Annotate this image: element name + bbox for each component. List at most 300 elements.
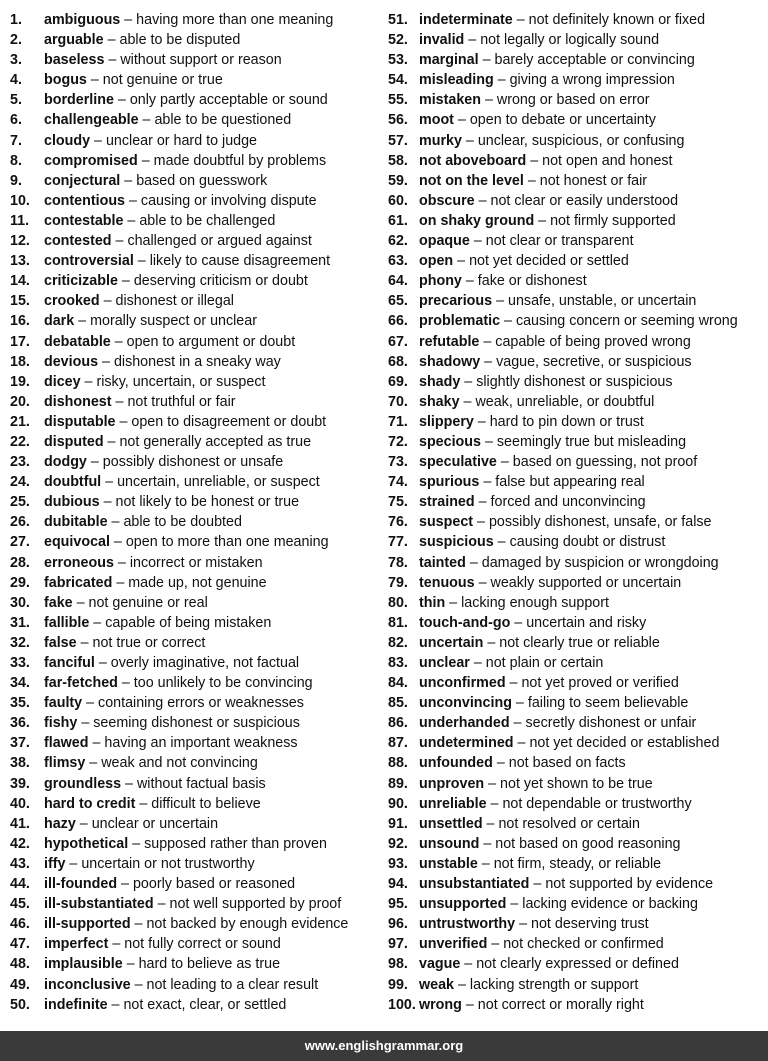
item-word: unfounded <box>419 755 493 772</box>
item-number: 75. <box>388 494 408 511</box>
item-separator: – <box>130 976 147 993</box>
item-definition: not based on facts <box>508 755 626 772</box>
item-separator: – <box>496 454 513 471</box>
list-item <box>10 30 382 50</box>
item-definition: causing concern or seeming wrong <box>515 313 738 330</box>
list-item <box>388 191 764 211</box>
item-word: fishy <box>44 715 78 732</box>
item-definition: overly imaginative, not factual <box>110 655 300 671</box>
item-number: 18. <box>10 353 30 370</box>
item-word: far-fetched <box>44 675 118 692</box>
item-definition: seemingly true but misleading <box>496 433 687 450</box>
item-definition: having more than one meaning <box>136 12 334 28</box>
item-separator: – <box>500 313 516 330</box>
item-separator: – <box>94 655 111 671</box>
item-definition: not truthful or fair <box>127 393 236 410</box>
item-number: 23. <box>10 454 30 471</box>
item-number: 76. <box>388 514 408 531</box>
item-definition: having an important weakness <box>104 735 298 752</box>
list-item <box>388 372 764 392</box>
item-separator: – <box>474 574 491 591</box>
item-separator: – <box>484 775 501 792</box>
item-separator: – <box>110 333 127 350</box>
item-definition: hard to believe as true <box>138 956 281 973</box>
item-word: thin <box>419 594 446 611</box>
item-definition: difficult to believe <box>151 795 261 812</box>
item-separator: – <box>477 855 494 872</box>
list-item <box>388 553 764 573</box>
item-definition: not true or correct <box>92 634 206 651</box>
list-item <box>388 432 764 452</box>
item-separator: – <box>480 92 497 109</box>
list-item <box>388 352 764 372</box>
item-number: 34. <box>10 675 30 692</box>
item-word: tainted <box>419 554 466 571</box>
item-separator: – <box>461 273 478 290</box>
list-item <box>10 70 382 90</box>
list-item <box>388 814 764 834</box>
item-number: 97. <box>388 936 408 953</box>
item-word: fanciful <box>44 655 95 671</box>
word-list-column-right <box>388 10 764 1015</box>
item-word: unreliable <box>419 795 487 812</box>
list-item <box>10 834 382 854</box>
item-definition: not backed by enough evidence <box>146 916 349 933</box>
item-word: challengeable <box>44 112 139 129</box>
item-definition: not open and honest <box>542 152 673 169</box>
footer-website: www.englishgrammar.org <box>304 1038 464 1053</box>
item-word: contestable <box>44 212 124 229</box>
item-separator: – <box>111 393 128 410</box>
item-definition: lacking evidence or backing <box>522 896 698 913</box>
item-number: 96. <box>388 916 408 933</box>
list-item <box>10 975 382 995</box>
item-separator: – <box>98 353 114 370</box>
list-item <box>10 512 382 532</box>
item-number: 46. <box>10 916 30 933</box>
item-definition: weakly supported or uncertain <box>490 574 682 591</box>
item-definition: challenged or argued against <box>127 233 312 250</box>
item-definition: damaged by suspicion or wrongdoing <box>481 554 719 571</box>
item-number: 4. <box>10 72 22 89</box>
list-item <box>10 995 382 1015</box>
item-number: 99. <box>388 976 408 993</box>
item-number: 51. <box>388 12 408 28</box>
item-number: 61. <box>388 212 408 229</box>
item-separator: – <box>523 172 540 189</box>
item-separator: – <box>75 815 92 832</box>
list-item <box>388 70 764 90</box>
list-item <box>10 251 382 271</box>
item-word: groundless <box>44 775 122 792</box>
item-word: hypothetical <box>44 835 129 852</box>
item-word: equivocal <box>44 534 110 551</box>
item-separator: – <box>88 735 105 752</box>
item-number: 80. <box>388 594 408 611</box>
list-item <box>10 934 382 954</box>
item-separator: – <box>515 916 532 933</box>
list-item <box>10 733 382 753</box>
item-definition: incorrect or mistaken <box>129 554 263 571</box>
item-separator: – <box>482 815 499 832</box>
item-separator: – <box>99 293 116 310</box>
item-separator: – <box>86 454 103 471</box>
item-definition: not genuine or true <box>102 72 223 89</box>
item-definition: not supported by evidence <box>545 876 714 893</box>
list-item <box>388 954 764 974</box>
item-separator: – <box>509 715 526 732</box>
list-item <box>388 211 764 231</box>
item-separator: – <box>122 956 139 973</box>
item-number: 36. <box>10 715 30 732</box>
item-separator: – <box>469 233 486 250</box>
item-word: precarious <box>419 293 493 310</box>
item-number: 42. <box>10 835 30 852</box>
item-number: 43. <box>10 855 30 872</box>
item-number: 21. <box>10 413 30 430</box>
item-separator: – <box>513 735 530 752</box>
list-item <box>388 332 764 352</box>
item-separator: – <box>460 956 477 973</box>
item-separator: – <box>459 393 476 410</box>
item-word: murky <box>419 132 462 149</box>
item-number: 52. <box>388 32 408 49</box>
item-definition: not resolved or certain <box>498 815 640 832</box>
word-list <box>0 10 768 1022</box>
item-word: not aboveboard <box>419 152 527 169</box>
item-number: 25. <box>10 494 30 511</box>
item-number: 41. <box>10 815 30 832</box>
item-separator: – <box>473 413 490 430</box>
item-definition: uncertain and risky <box>526 614 647 631</box>
item-word: wrong <box>419 996 462 1013</box>
item-definition: vague, secretive, or suspicious <box>496 353 692 370</box>
item-separator: – <box>80 373 97 390</box>
item-word: touch-and-go <box>419 614 511 631</box>
list-item <box>388 151 764 171</box>
item-separator: – <box>480 353 497 370</box>
list-item <box>10 452 382 472</box>
item-definition: poorly based or reasoned <box>132 876 296 893</box>
item-number: 12. <box>10 233 30 250</box>
list-item <box>388 90 764 110</box>
item-separator: – <box>487 936 504 953</box>
item-number: 88. <box>388 755 408 772</box>
item-word: underhanded <box>419 715 510 732</box>
item-word: untrustworthy <box>419 916 516 933</box>
item-word: ambiguous <box>44 12 121 28</box>
item-word: fallible <box>44 614 90 631</box>
item-word: ill-founded <box>44 876 118 893</box>
item-number: 28. <box>10 554 30 571</box>
item-word: phony <box>419 273 462 290</box>
item-number: 9. <box>10 172 22 189</box>
item-word: uncertain <box>419 634 484 651</box>
item-definition: not legally or logically sound <box>480 32 660 49</box>
item-number: 58. <box>388 152 408 169</box>
item-separator: – <box>121 775 137 792</box>
item-separator: – <box>464 32 481 49</box>
item-definition: unclear or uncertain <box>91 815 219 832</box>
item-word: dark <box>44 313 75 330</box>
item-word: vague <box>419 956 461 973</box>
item-number: 77. <box>388 534 408 551</box>
list-item <box>10 412 382 432</box>
item-separator: – <box>104 52 121 69</box>
item-separator: – <box>453 112 470 129</box>
item-definition: weak and not convincing <box>101 755 258 772</box>
list-item <box>388 774 764 794</box>
list-item <box>10 50 382 70</box>
item-number: 11. <box>10 212 30 229</box>
item-definition: forced and unconvincing <box>490 494 646 511</box>
item-definition: hard to pin down or trust <box>489 413 644 430</box>
item-separator: – <box>82 695 99 712</box>
item-word: iffy <box>44 855 66 872</box>
item-separator: – <box>512 12 529 28</box>
list-item <box>388 271 764 291</box>
item-separator: – <box>465 554 482 571</box>
item-word: fake <box>44 594 73 611</box>
item-number: 78. <box>388 554 408 571</box>
item-separator: – <box>461 132 478 149</box>
item-separator: – <box>479 474 496 491</box>
item-word: spurious <box>419 474 480 491</box>
item-separator: – <box>529 876 546 893</box>
item-word: indeterminate <box>419 12 513 28</box>
item-number: 22. <box>10 433 30 450</box>
item-definition: not yet proved or verified <box>521 675 679 692</box>
list-item <box>10 653 382 673</box>
item-number: 63. <box>388 253 408 270</box>
item-number: 17. <box>10 333 30 350</box>
item-number: 32. <box>10 634 30 651</box>
item-number: 54. <box>388 72 408 89</box>
item-word: not on the level <box>419 172 524 189</box>
item-number: 47. <box>10 936 30 953</box>
item-definition: not based on good reasoning <box>495 835 681 852</box>
list-item <box>10 814 382 834</box>
item-separator: – <box>123 212 140 229</box>
item-number: 37. <box>10 735 30 752</box>
list-item <box>388 573 764 593</box>
item-word: unsound <box>419 835 480 852</box>
item-definition: not clear or easily understood <box>490 192 679 209</box>
list-item <box>388 995 764 1015</box>
list-item <box>388 753 764 773</box>
list-item <box>388 874 764 894</box>
list-item <box>10 633 382 653</box>
item-definition: slightly dishonest or suspicious <box>476 373 673 390</box>
item-separator: – <box>473 514 489 531</box>
item-number: 83. <box>388 655 408 671</box>
item-definition: not deserving trust <box>531 916 649 933</box>
item-word: shaky <box>419 393 460 410</box>
list-item <box>388 251 764 271</box>
list-item <box>10 90 382 110</box>
item-definition: dishonest or illegal <box>115 293 234 310</box>
list-item <box>10 954 382 974</box>
list-item <box>10 894 382 914</box>
item-separator: – <box>479 333 496 350</box>
item-separator: – <box>117 273 134 290</box>
list-item <box>388 452 764 472</box>
item-definition: not correct or morally right <box>477 996 644 1013</box>
item-number: 59. <box>388 172 408 189</box>
item-word: fabricated <box>44 574 113 591</box>
item-word: ill-supported <box>44 916 131 933</box>
item-word: devious <box>44 353 99 370</box>
item-number: 2. <box>10 32 22 49</box>
item-definition: barely acceptable or convincing <box>494 52 695 69</box>
item-definition: not yet decided or established <box>529 735 720 752</box>
item-number: 33. <box>10 655 30 671</box>
item-number: 27. <box>10 534 30 551</box>
item-definition: causing doubt or distrust <box>509 534 666 551</box>
item-word: ill-substantiated <box>44 896 154 913</box>
item-separator: – <box>128 835 145 852</box>
item-separator: – <box>460 373 477 390</box>
item-separator: – <box>109 534 126 551</box>
item-word: shady <box>419 373 461 390</box>
item-separator: – <box>138 112 155 129</box>
item-separator: – <box>493 72 510 89</box>
item-separator: – <box>85 755 102 772</box>
item-word: suspect <box>419 514 474 531</box>
item-word: slippery <box>419 413 474 430</box>
item-number: 1. <box>10 12 22 28</box>
list-item <box>388 110 764 130</box>
item-definition: seeming dishonest or suspicious <box>93 715 300 732</box>
item-definition: not genuine or real <box>88 594 208 611</box>
item-definition: weak, unreliable, or doubtful <box>475 393 655 410</box>
item-word: dishonest <box>44 393 112 410</box>
item-separator: – <box>483 634 500 651</box>
item-number: 66. <box>388 313 408 330</box>
list-item <box>10 110 382 130</box>
item-number: 3. <box>10 52 22 69</box>
item-number: 10. <box>10 192 30 209</box>
item-definition: not likely to be honest or true <box>115 494 300 511</box>
item-definition: made up, not genuine <box>128 574 267 591</box>
item-number: 87. <box>388 735 408 752</box>
item-word: dicey <box>44 373 81 390</box>
item-definition: uncertain or not trustworthy <box>81 855 255 872</box>
list-item <box>388 30 764 50</box>
item-definition: fake or dishonest <box>477 273 587 290</box>
item-definition: causing or involving dispute <box>140 192 317 209</box>
item-number: 74. <box>388 474 408 491</box>
item-word: disputable <box>44 413 116 430</box>
item-separator: – <box>534 212 551 229</box>
item-number: 16. <box>10 313 30 330</box>
list-item <box>388 934 764 954</box>
list-item <box>10 332 382 352</box>
list-item <box>10 713 382 733</box>
item-separator: – <box>510 614 527 631</box>
item-word: mistaken <box>419 92 481 109</box>
item-separator: – <box>72 594 89 611</box>
item-word: unproven <box>419 775 485 792</box>
item-number: 40. <box>10 795 30 812</box>
item-separator: – <box>474 494 491 511</box>
item-definition: able to be questioned <box>154 112 292 129</box>
item-word: unsettled <box>419 815 483 832</box>
item-number: 82. <box>388 634 408 651</box>
list-item <box>388 10 764 30</box>
item-number: 44. <box>10 876 30 893</box>
item-number: 56. <box>388 112 408 129</box>
item-number: 50. <box>10 996 30 1013</box>
item-word: inconclusive <box>44 976 131 993</box>
item-number: 94. <box>388 876 408 893</box>
item-separator: – <box>474 192 491 209</box>
item-separator: – <box>461 996 478 1013</box>
item-number: 7. <box>10 132 22 149</box>
list-item <box>388 50 764 70</box>
item-number: 79. <box>388 574 408 591</box>
item-number: 15. <box>10 293 30 310</box>
item-word: suspicious <box>419 534 494 551</box>
item-word: bogus <box>44 72 87 89</box>
item-separator: – <box>453 976 470 993</box>
item-number: 90. <box>388 795 408 812</box>
item-definition: able to be challenged <box>139 212 276 229</box>
item-definition: possibly dishonest, unsafe, or false <box>488 514 712 531</box>
item-number: 70. <box>388 393 408 410</box>
item-separator: – <box>77 715 94 732</box>
item-definition: not well supported by proof <box>169 896 342 913</box>
item-separator: – <box>103 433 120 450</box>
list-item <box>388 492 764 512</box>
item-definition: based on guesswork <box>136 172 268 189</box>
item-word: problematic <box>419 313 501 330</box>
item-word: arguable <box>44 32 104 49</box>
item-word: indefinite <box>44 996 108 1013</box>
item-separator: – <box>112 574 129 591</box>
list-item <box>10 874 382 894</box>
list-item <box>10 211 382 231</box>
item-separator: – <box>137 152 154 169</box>
item-separator: – <box>101 474 118 491</box>
item-number: 86. <box>388 715 408 732</box>
item-number: 39. <box>10 775 30 792</box>
item-number: 57. <box>388 132 408 149</box>
item-word: doubtful <box>44 474 102 491</box>
item-number: 6. <box>10 112 22 129</box>
item-definition: too unlikely to be convincing <box>133 675 313 692</box>
list-item <box>388 512 764 532</box>
item-word: moot <box>419 112 454 129</box>
item-word: unsubstantiated <box>419 876 530 893</box>
item-definition: not exact, clear, or settled <box>123 996 287 1013</box>
list-item <box>10 352 382 372</box>
list-item <box>388 311 764 331</box>
item-definition: not fully correct or sound <box>124 936 281 953</box>
item-number: 84. <box>388 675 408 692</box>
item-number: 71. <box>388 413 408 430</box>
list-item <box>10 573 382 593</box>
list-item <box>388 693 764 713</box>
item-definition: open to disagreement or doubt <box>131 413 327 430</box>
item-separator: – <box>86 72 103 89</box>
item-separator: – <box>479 835 496 852</box>
item-definition: likely to cause disagreement <box>149 253 331 270</box>
item-number: 31. <box>10 614 30 631</box>
list-item <box>10 593 382 613</box>
item-separator: – <box>506 896 523 913</box>
item-number: 20. <box>10 393 30 410</box>
